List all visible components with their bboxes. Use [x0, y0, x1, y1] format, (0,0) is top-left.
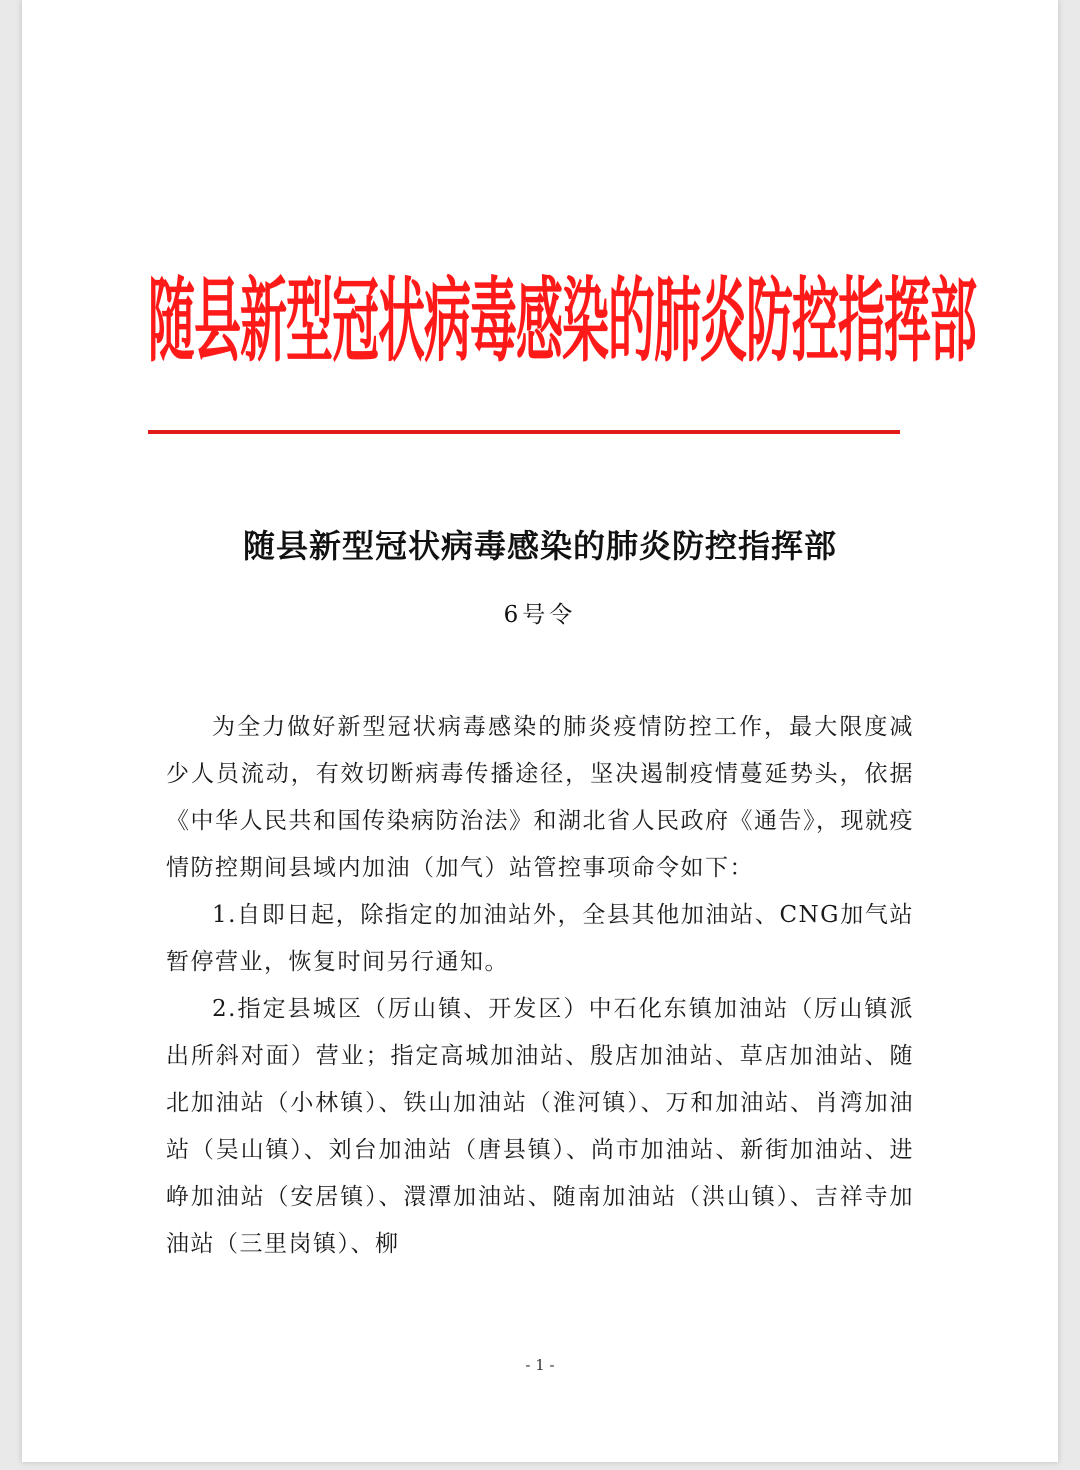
paragraph-intro: 为全力做好新型冠状病毒感染的肺炎疫情防控工作，最大限度减少人员流动，有效切断病毒传播途径，坚决遏制疫情蔓延势头，依据《中华人民共和国传染病防治法》和湖北省人民政府《通告》，现就疫情防控期间县域内加油（加气）站管控事项命令如下： — [166, 714, 914, 881]
red-letterhead-title: 随县新型冠状病毒感染的肺炎防控指挥部 — [148, 268, 976, 376]
red-divider-line — [148, 430, 900, 434]
paragraph-item-1: 1.自即日起，除指定的加油站外，全县其他加油站、CNG加气站暂停营业，恢复时间另行通知。 — [166, 902, 914, 975]
document-body — [166, 704, 914, 1268]
document-title: 随县新型冠状病毒感染的肺炎防控指挥部 — [242, 527, 837, 565]
paragraph-item-2: 2.指定县城区（厉山镇、开发区）中石化东镇加油站（厉山镇派出所斜对面）营业；指定高城加油站、殷店加油站、草店加油站、随北加油站（小林镇）、铁山加油站（淮河镇）、万和加油站、肖湾加油站（吴山镇）、刘台加油站（唐县镇）、尚市加油站、新街加油站、进峥加油站（安居镇）、澴潭加油站、随南加油站（洪山镇）、吉祥寺加油站（三里岗镇）、柳 — [166, 996, 914, 1257]
document-number: 6号令 — [503, 602, 577, 628]
page-number: - 1 - — [525, 1356, 555, 1374]
